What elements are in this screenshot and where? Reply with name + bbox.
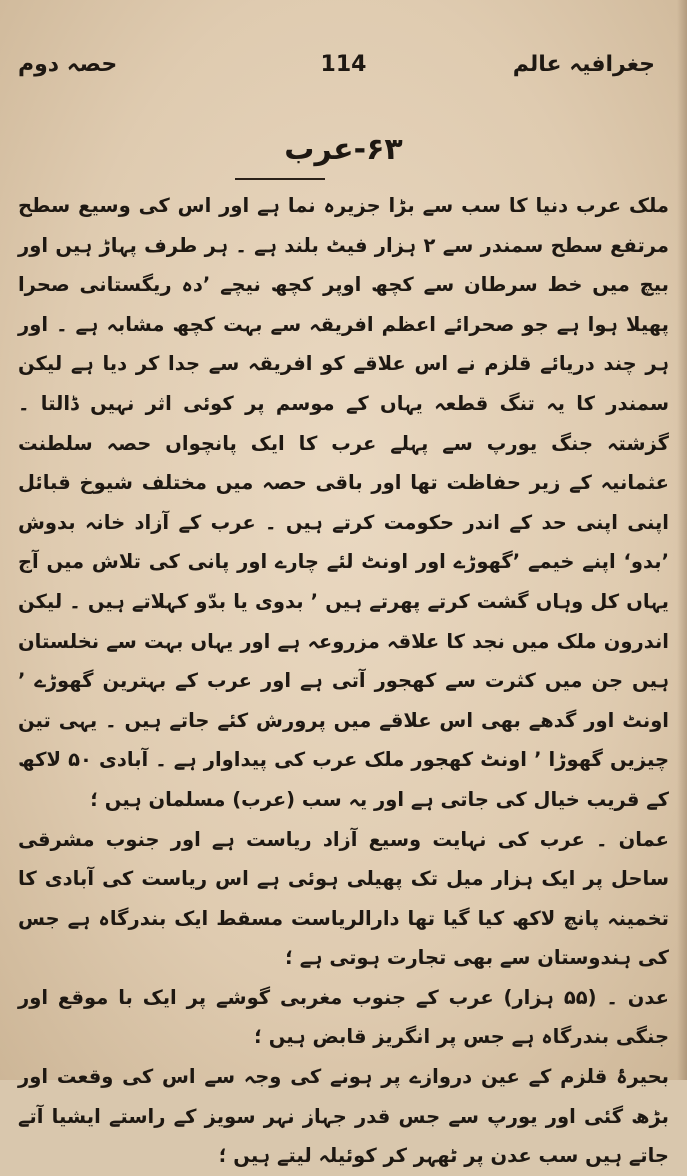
section-title: ۶۳-عرب — [284, 132, 403, 167]
page-edge-shadow — [677, 0, 687, 1080]
page-header — [14, 52, 673, 92]
paragraph-arabia: ملک عرب دنیا کا سب سے بڑا جزیرہ نما ہے اور اس کی وسیع سطح مرتفع سطح سمندر سے ۲ ہزار فیٹ بلند ہے ۔ ہر طرف پہاڑ ہیں اور بیچ میں خط سرطان سے کچھ اوپر کچھ نیچے ’دہ ریگستانی صحرا پھیلا ہوا ہے جو صحرائے اعظم افریقہ سے بہت کچھ مشابہ ہے ۔ اور ہر چند دریائے قلزم نے اس علاقے کو افریقہ سے جدا کر دیا ہے لیکن سمندر کا یہ تنگ قطعہ یہاں کے موسم پر کوئی اثر نہیں ڈالتا ۔ گزشتہ جنگ یورپ سے پہلے عرب کا ایک پانچواں حصہ سلطنت عثمانیہ کے زیر حفاظت تھا اور باقی حصہ میں مختلف شیوخ قبائل اپنی اپنی حد کے اندر حکومت کرتے ہیں ۔ عرب کے آزاد خانہ بدوش ’بدو‘ اپنے خیمے ’گھوڑے اور اونٹ لئے چارے اور پانی کی تلاش میں آج یہاں کل وہاں گشت کرتے پھرتے ہیں ’ بدوی یا بدّو کہلاتے ہیں ۔ لیکن اندرون ملک میں نجد کا علاقہ مزروعہ ہے اور یہاں بہت سے نخلستان ہیں جن میں کثرت سے کھجور آتی ہے اور عرب کے بہترین گھوڑے ’ اونٹ اور گدھے بھی اس علاقے میں پرورش کئے جاتے ہیں ۔ یہی تین چیزیں گھوڑا ’ اونٹ کھجور ملک عرب کی پیداوار ہے ۔ آبادی ۵۰ لاکھ کے قریب خیال کی جاتی ہے اور یہ سب (عرب) مسلمان ہیں ؛ — [18, 194, 669, 811]
body-text — [18, 186, 669, 1176]
paragraph-oman: عمان ۔ عرب کی نہایت وسیع آزاد ریاست ہے اور جنوب مشرقی ساحل پر ایک ہزار میل تک پھیلی ہوئی ہے اس ریاست کی آبادی کا تخمینہ پانچ لاکھ کیا گیا تھا دارالریاست مسقط ایک بندرگاہ ہے جس کی ہندوستان سے بھی تجارت ہوتی ہے ؛ — [18, 827, 669, 970]
title-underline — [235, 178, 325, 180]
paragraph-aden: عدن ۔ (۵۵ ہزار) عرب کے جنوب مغربی گوشے پر ایک با موقع اور جنگی بندرگاہ ہے جس پر انگریز قابض ہیں ؛ — [18, 985, 669, 1049]
part-label: حصہ دوم — [18, 52, 118, 77]
paragraph-red-sea: بحیرۂ قلزم کے عین دروازے پر ہونے کی وجہ سے اس کی وقعت اور بڑھ گئی اور یورپ سے جس قدر جہاز نہر سویز کے راستے ایشیا آتے جاتے ہیں سب عدن پر ٹھہر کر کوئیلہ لیتے ہیں ؛ — [18, 1065, 669, 1168]
book-title: جغرافیہ عالم — [512, 52, 655, 77]
page-number: 114 — [320, 52, 367, 77]
